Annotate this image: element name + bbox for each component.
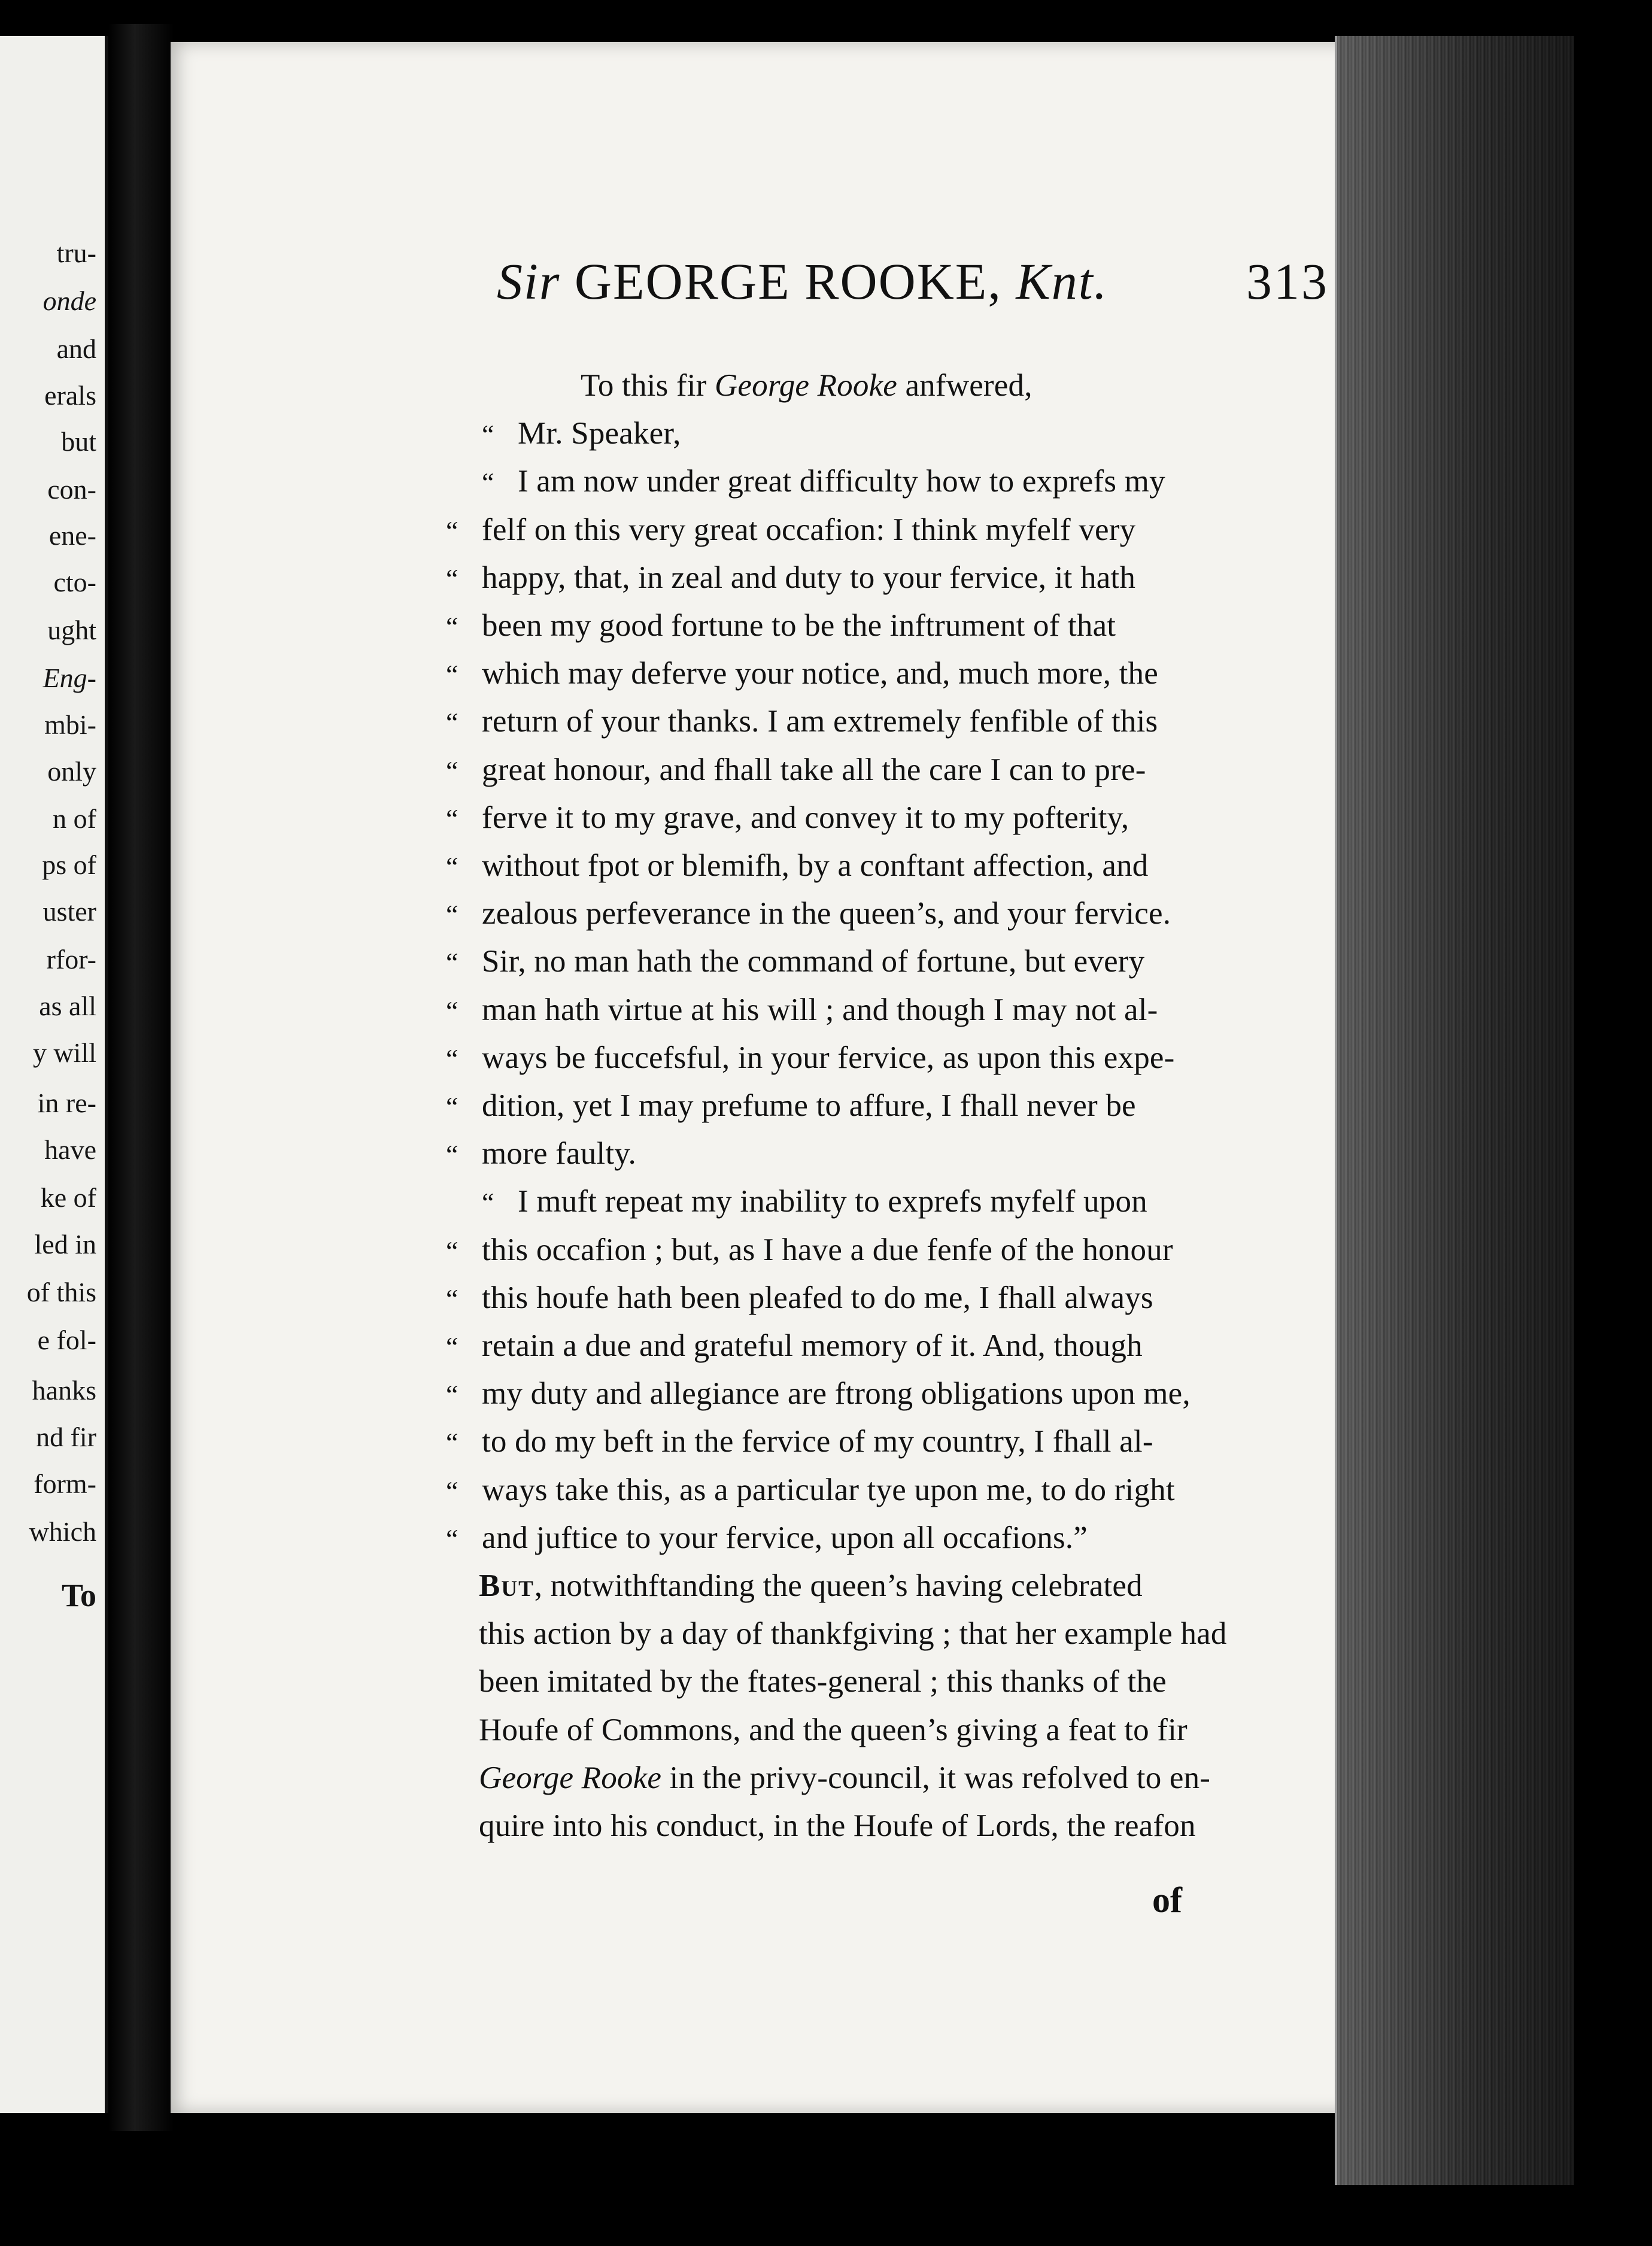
line-text: without fpot or blemifh, by a conftant affection, and [482, 848, 1149, 883]
quote-mark: “ [482, 467, 494, 497]
left-page-fragment: tru- [56, 238, 96, 268]
quote-mark: “ [446, 515, 458, 546]
line-text: return of your thanks. I am extremely fenfible of this [482, 704, 1158, 739]
quote-mark: “ [446, 1283, 458, 1314]
quote-mark: “ [446, 995, 458, 1026]
line-text: ferve it to my grave, and convey it to my pofterity, [482, 800, 1129, 835]
text-line [446, 946, 1144, 978]
line-text: been my good fortune to be the inftrument of that [482, 608, 1116, 643]
text-line [446, 1042, 1174, 1074]
text-line [446, 1474, 1175, 1506]
text-line [446, 1138, 636, 1170]
quote-mark: “ [446, 1043, 458, 1074]
quote-mark: “ [446, 1427, 458, 1458]
quote-mark: “ [446, 1379, 458, 1410]
text-line [446, 850, 1148, 882]
left-page-fragment: mbi- [44, 709, 96, 740]
line-text: ways be fuccefsful, in your fervice, as upon this expe- [482, 1040, 1175, 1075]
text-line [479, 1570, 1143, 1602]
text-line [446, 1378, 1191, 1410]
left-page-fragment: led in [34, 1229, 96, 1259]
text-line [581, 370, 1032, 402]
quote-mark: “ [446, 563, 458, 594]
line-text: But [479, 1568, 535, 1603]
text-line [446, 514, 1135, 546]
text-line [446, 418, 681, 450]
left-page-fragment: but [61, 426, 96, 457]
quote-mark: “ [446, 1523, 458, 1554]
line-text: Mr. Speaker, [518, 416, 681, 451]
line-text: quire into his conduct, in the Houfe of Lords, the reafon [479, 1808, 1196, 1843]
left-page-fragment: hanks [32, 1375, 96, 1406]
quote-mark: “ [446, 1236, 458, 1266]
left-page-fragment: of this [26, 1277, 96, 1307]
left-page-fragment: and [56, 333, 96, 364]
line-text: , notwithftanding the queen’s having celebrated [534, 1568, 1143, 1603]
line-text: ways take this, as a particular tye upon me, to do right [482, 1473, 1175, 1507]
text-line [446, 610, 1116, 642]
line-text: this houfe hath been pleafed to do me, I fhall always [482, 1280, 1153, 1315]
quote-mark: “ [446, 1476, 458, 1506]
text-line [446, 562, 1135, 594]
quote-mark: “ [446, 1139, 458, 1170]
page-number: 313 [1246, 253, 1329, 310]
line-text: my duty and allegiance are ftrong obligations upon me, [482, 1376, 1191, 1411]
italic-name: George Rooke [714, 368, 897, 403]
quote-mark: “ [446, 707, 458, 737]
line-text: Houfe of Commons, and the queen’s giving a feat to fir [479, 1713, 1188, 1747]
left-page-fragment: e fol- [37, 1325, 96, 1355]
left-page-fragment: ught [47, 615, 96, 645]
previous-page-edge [0, 36, 108, 2113]
page [171, 42, 1365, 2113]
text-line [446, 466, 1165, 497]
text-line [479, 1762, 1210, 1794]
line-text: I am now under great difficulty how to exprefs my [518, 464, 1165, 499]
line-text: felf on this very great occafion: I think myfelf very [482, 512, 1136, 547]
running-head-title [497, 251, 1108, 311]
text-line [446, 1522, 1088, 1554]
text-line [479, 1810, 1196, 1842]
quote-mark: “ [446, 659, 458, 690]
text-line [446, 1090, 1136, 1122]
line-text: and juftice to your fervice, upon all occafions.” [482, 1520, 1088, 1555]
left-page-fragment: cto- [53, 567, 96, 597]
line-text: which may deferve your notice, and, much more, the [482, 656, 1158, 691]
left-page-fragment: ke of [40, 1182, 96, 1213]
quote-mark: “ [446, 851, 458, 882]
text-line [446, 658, 1158, 690]
line-text: in the privy-council, it was refolved to en- [661, 1761, 1211, 1795]
title-main: GEORGE ROOKE, [574, 253, 1016, 310]
text-line [446, 1426, 1153, 1458]
line-text: been imitated by the ftates-general ; this thanks of the [479, 1664, 1167, 1699]
title-knt: Knt. [1016, 253, 1109, 310]
text-line [446, 1186, 1147, 1218]
left-page-fragment: onde [42, 286, 96, 316]
quote-mark: “ [446, 1091, 458, 1122]
left-page-fragment: as all [39, 991, 96, 1021]
line-text: zealous perfeverance in the queen’s, and your fervice. [482, 896, 1171, 931]
line-text: happy, that, in zeal and duty to your fervice, it hath [482, 560, 1136, 595]
text-line [446, 994, 1158, 1026]
quote-mark: “ [482, 419, 494, 450]
scan-border [1574, 0, 1652, 2246]
page-edges-shade [1335, 36, 1574, 2185]
text-line [446, 1282, 1153, 1314]
text-line [479, 1666, 1167, 1698]
line-text: Sir, no man hath the command of fortune, but every [482, 944, 1145, 979]
quote-mark: “ [446, 803, 458, 834]
quote-mark: “ [446, 1331, 458, 1362]
left-page-fragment: erals [44, 380, 96, 411]
line-text: anfwered, [897, 368, 1032, 403]
line-text: great honour, and fhall take all the care I can to pre- [482, 752, 1146, 787]
line-text: to do my beft in the fervice of my country, I fhall al- [482, 1424, 1153, 1459]
left-page-fragment: have [44, 1134, 96, 1165]
text-line [479, 1714, 1188, 1746]
quote-mark: “ [446, 899, 458, 930]
catchword: of [1152, 1880, 1182, 1920]
line-text: dition, yet I may prefume to affure, I fhall never be [482, 1088, 1136, 1123]
quote-mark: “ [446, 755, 458, 786]
line-text: this occafion ; but, as I have a due fenfe of the honour [482, 1233, 1173, 1267]
left-page-fragment: Eng- [42, 663, 96, 693]
left-page-fragment: ps of [42, 849, 96, 880]
left-page-fragment: in re- [37, 1088, 96, 1118]
left-page-fragment: form- [34, 1468, 96, 1499]
quote-mark: “ [482, 1187, 494, 1218]
text-line [446, 802, 1129, 834]
line-text: more faulty. [482, 1136, 636, 1171]
line-text: retain a due and grateful memory of it. And, though [482, 1328, 1143, 1363]
text-line [446, 706, 1158, 737]
left-page-fragment: ene- [48, 520, 96, 551]
left-page-fragment: which [29, 1516, 96, 1547]
quote-mark: “ [446, 611, 458, 642]
left-page-fragment: uster [42, 896, 96, 927]
left-page-fragment: only [47, 756, 96, 787]
quote-mark: “ [446, 947, 458, 978]
left-page-fragment: n of [53, 803, 96, 834]
text-line [446, 1234, 1173, 1266]
text-line [446, 754, 1146, 786]
text-line [446, 898, 1171, 930]
left-page-fragment: con- [47, 474, 96, 505]
text-line [479, 1618, 1227, 1650]
title-sir: Sir [497, 253, 575, 310]
left-page-fragment: To [61, 1577, 96, 1613]
left-page-fragment: nd fir [36, 1422, 96, 1452]
text-line [446, 1330, 1143, 1362]
line-text: I muft repeat my inability to exprefs myfelf upon [518, 1184, 1147, 1219]
line-text: man hath virtue at his will ; and though I may not al- [482, 993, 1158, 1027]
line-text: this action by a day of thankfgiving ; that her example had [479, 1616, 1227, 1651]
left-page-fragment: y will [32, 1037, 96, 1068]
left-page-fragment: rfor- [46, 944, 96, 975]
line-text: To this fir [581, 368, 715, 403]
italic-name: George Rooke [479, 1761, 662, 1795]
running-head [497, 251, 1347, 323]
book-gutter [108, 24, 174, 2131]
